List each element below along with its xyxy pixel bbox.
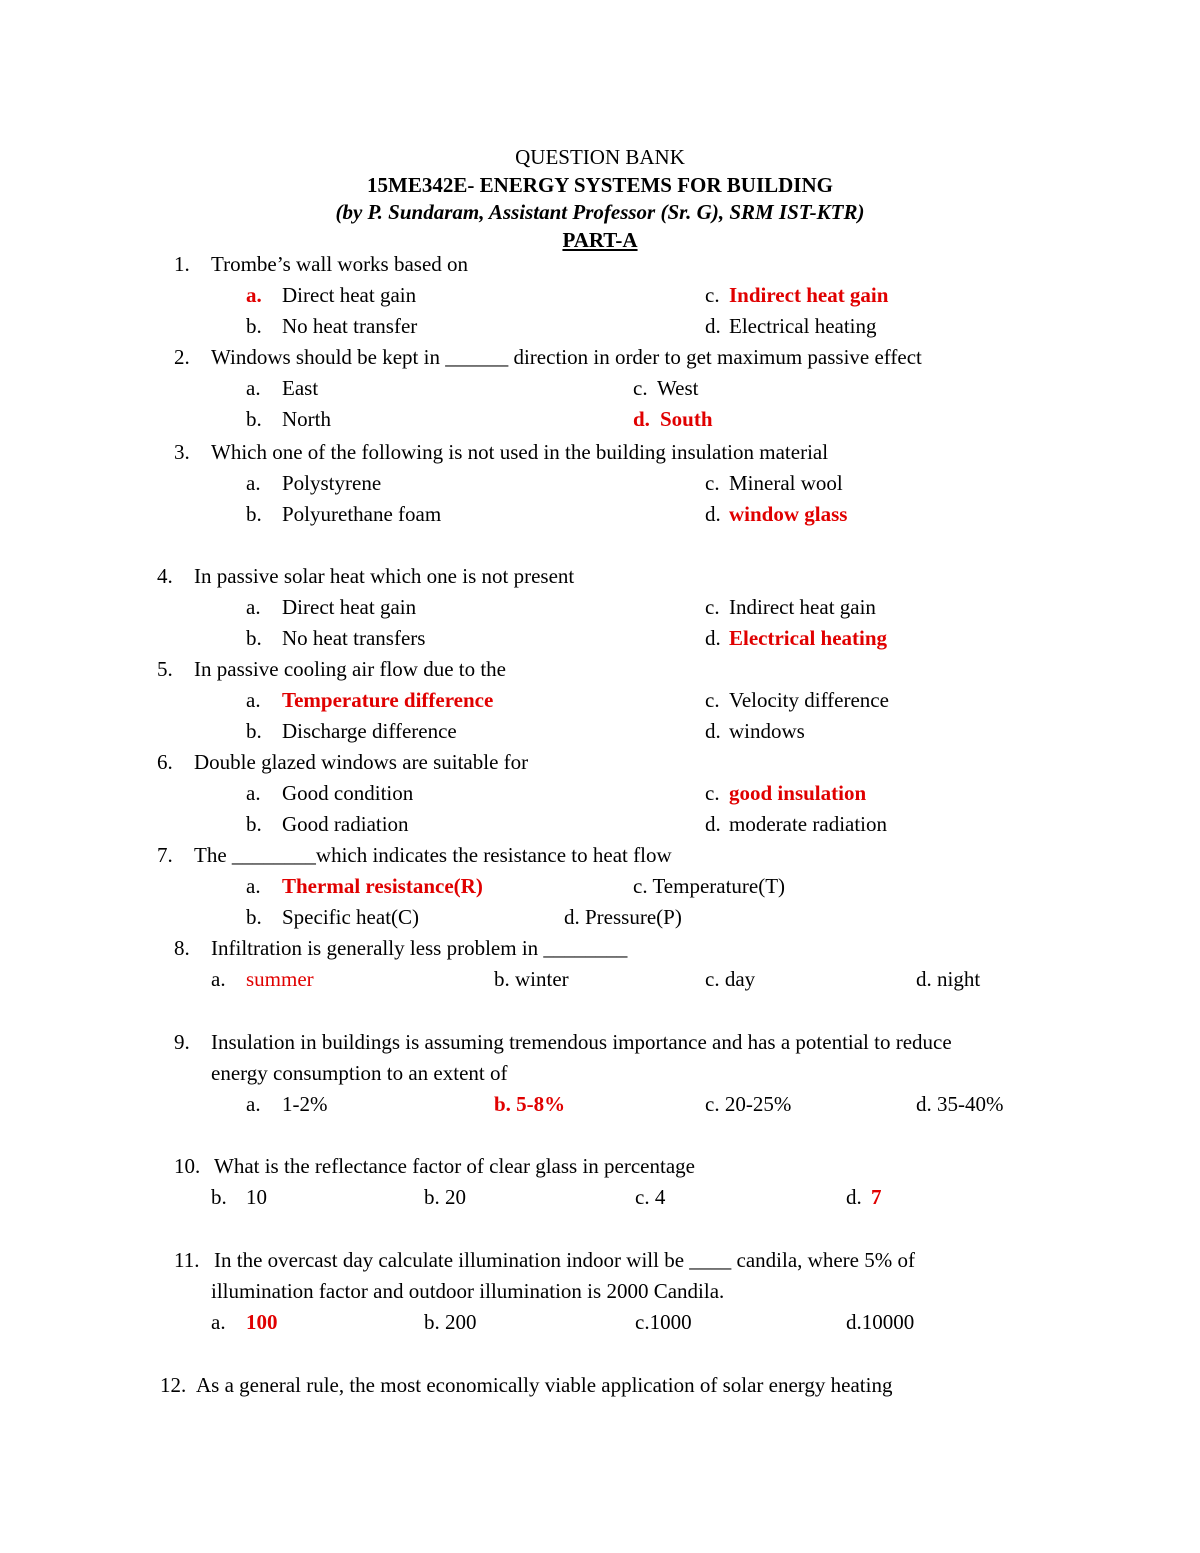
question-number: 6. bbox=[157, 750, 173, 774]
question-text: Infiltration is generally less problem in ________ bbox=[211, 936, 628, 960]
option-label: c. bbox=[705, 283, 720, 307]
correct-answer: Indirect heat gain bbox=[729, 283, 889, 307]
option-text: Direct heat gain bbox=[282, 283, 417, 307]
option-label: b. bbox=[246, 719, 262, 743]
question-text: In the overcast day calculate illumination indoor will be ____ candila, where 5% of bbox=[214, 1248, 915, 1272]
option-text: North bbox=[282, 407, 331, 431]
option-label: c. bbox=[705, 688, 720, 712]
option-label: d. bbox=[846, 1185, 862, 1209]
option-text: c. 4 bbox=[635, 1185, 666, 1209]
option-label: b. bbox=[246, 626, 262, 650]
correct-answer: Electrical heating bbox=[729, 626, 888, 650]
correct-answer: b. 5-8% bbox=[494, 1092, 566, 1116]
question-number: 7. bbox=[157, 843, 173, 867]
option-text: Velocity difference bbox=[729, 688, 889, 712]
option-text: Specific heat(C) bbox=[282, 905, 420, 929]
option-text: b. 200 bbox=[424, 1310, 477, 1334]
option-text: windows bbox=[729, 719, 805, 743]
option-label: a. bbox=[211, 967, 226, 991]
correct-answer: 7 bbox=[871, 1185, 882, 1209]
option-label: d. bbox=[705, 314, 721, 338]
question-number: 11. bbox=[174, 1248, 200, 1272]
option-label: b. bbox=[246, 407, 262, 431]
question-text: The ________which indicates the resistance to heat flow bbox=[194, 843, 672, 867]
option-label: b. bbox=[246, 314, 262, 338]
question-text: What is the reflectance factor of clear glass in percentage bbox=[214, 1154, 695, 1178]
question-number: 12. bbox=[160, 1373, 187, 1397]
option-label: a. bbox=[246, 688, 261, 712]
option-text: East bbox=[282, 376, 319, 400]
option-text: c. 20-25% bbox=[705, 1092, 792, 1116]
question-number: 1. bbox=[174, 252, 190, 276]
option-label: a. bbox=[246, 1092, 261, 1116]
correct-answer: Thermal resistance(R) bbox=[282, 874, 483, 898]
question-text-continued: energy consumption to an extent of bbox=[211, 1061, 508, 1085]
option-label: b. bbox=[246, 812, 262, 836]
option-label: a. bbox=[246, 595, 261, 619]
option-text: Good radiation bbox=[282, 812, 409, 836]
question-number: 5. bbox=[157, 657, 173, 681]
option-label: c. bbox=[705, 595, 720, 619]
correct-answer: 100 bbox=[246, 1310, 278, 1334]
question-text: As a general rule, the most economically viable application of solar energy heating bbox=[196, 1373, 893, 1397]
option-label: a. bbox=[246, 471, 261, 495]
option-text: Electrical heating bbox=[729, 314, 877, 338]
option-label: d. bbox=[633, 407, 650, 431]
option-text: Polystyrene bbox=[282, 471, 382, 495]
option-label: a. bbox=[246, 376, 261, 400]
option-text: b. winter bbox=[494, 967, 569, 991]
document-title: QUESTION BANK bbox=[515, 145, 685, 169]
option-text: Direct heat gain bbox=[282, 595, 417, 619]
question-text: Trombe’s wall works based on bbox=[211, 252, 469, 276]
correct-answer: South bbox=[660, 407, 713, 431]
correct-answer: window glass bbox=[729, 502, 848, 526]
question-text: Insulation in buildings is assuming tremendous importance and has a potential to reduce bbox=[211, 1030, 952, 1054]
option-label: c. bbox=[705, 471, 720, 495]
question-number: 9. bbox=[174, 1030, 190, 1054]
option-text: Good condition bbox=[282, 781, 414, 805]
question-number: 2. bbox=[174, 345, 190, 369]
option-label: a. bbox=[246, 283, 262, 307]
option-text: b. 20 bbox=[424, 1185, 466, 1209]
option-text: No heat transfers bbox=[282, 626, 426, 650]
question-number: 10. bbox=[174, 1154, 201, 1178]
option-text: No heat transfer bbox=[282, 314, 418, 338]
option-text: d.10000 bbox=[846, 1310, 915, 1334]
option-text: 10 bbox=[246, 1185, 267, 1209]
question-text: Double glazed windows are suitable for bbox=[194, 750, 529, 774]
option-text: Mineral wool bbox=[729, 471, 843, 495]
option-label: d. bbox=[705, 719, 721, 743]
question-text: In passive cooling air flow due to the bbox=[194, 657, 507, 681]
option-label: b. bbox=[246, 905, 262, 929]
option-label: b. bbox=[211, 1185, 227, 1209]
question-number: 4. bbox=[157, 564, 173, 588]
part-heading: PART-A bbox=[562, 228, 638, 252]
question-number: 8. bbox=[174, 936, 190, 960]
option-label: b. bbox=[246, 502, 262, 526]
question-text: Which one of the following is not used in the building insulation material bbox=[211, 440, 829, 464]
question-text: Windows should be kept in ______ direction in order to get maximum passive effect bbox=[211, 345, 922, 369]
option-label: c. bbox=[705, 781, 720, 805]
option-text: moderate radiation bbox=[729, 812, 888, 836]
option-text: c. Temperature(T) bbox=[633, 874, 786, 898]
option-label: c. bbox=[633, 376, 648, 400]
option-label: d. bbox=[705, 626, 721, 650]
correct-answer: Temperature difference bbox=[282, 688, 494, 712]
option-text: Discharge difference bbox=[282, 719, 457, 743]
option-text: West bbox=[657, 376, 699, 400]
option-text: c.1000 bbox=[635, 1310, 692, 1334]
question-number: 3. bbox=[174, 440, 190, 464]
author-line: (by P. Sundaram, Assistant Professor (Sr. G), SRM IST-KTR) bbox=[335, 200, 865, 224]
option-text: Polyurethane foam bbox=[282, 502, 442, 526]
question-text-continued: illumination factor and outdoor illumination is 2000 Candila. bbox=[211, 1279, 725, 1303]
option-text: d. night bbox=[916, 967, 981, 991]
option-label: a. bbox=[246, 781, 261, 805]
option-label: a. bbox=[246, 874, 261, 898]
question-text: In passive solar heat which one is not present bbox=[194, 564, 575, 588]
course-title: 15ME342E- ENERGY SYSTEMS FOR BUILDING bbox=[367, 173, 833, 197]
correct-answer: good insulation bbox=[729, 781, 867, 805]
option-label: a. bbox=[211, 1310, 226, 1334]
option-text: d. Pressure(P) bbox=[564, 905, 682, 929]
option-text: Indirect heat gain bbox=[729, 595, 876, 619]
option-text: c. day bbox=[705, 967, 756, 991]
correct-answer: summer bbox=[246, 967, 314, 991]
option-label: d. bbox=[705, 812, 721, 836]
option-text: 1-2% bbox=[282, 1092, 328, 1116]
option-label: d. bbox=[705, 502, 721, 526]
option-text: d. 35-40% bbox=[916, 1092, 1004, 1116]
